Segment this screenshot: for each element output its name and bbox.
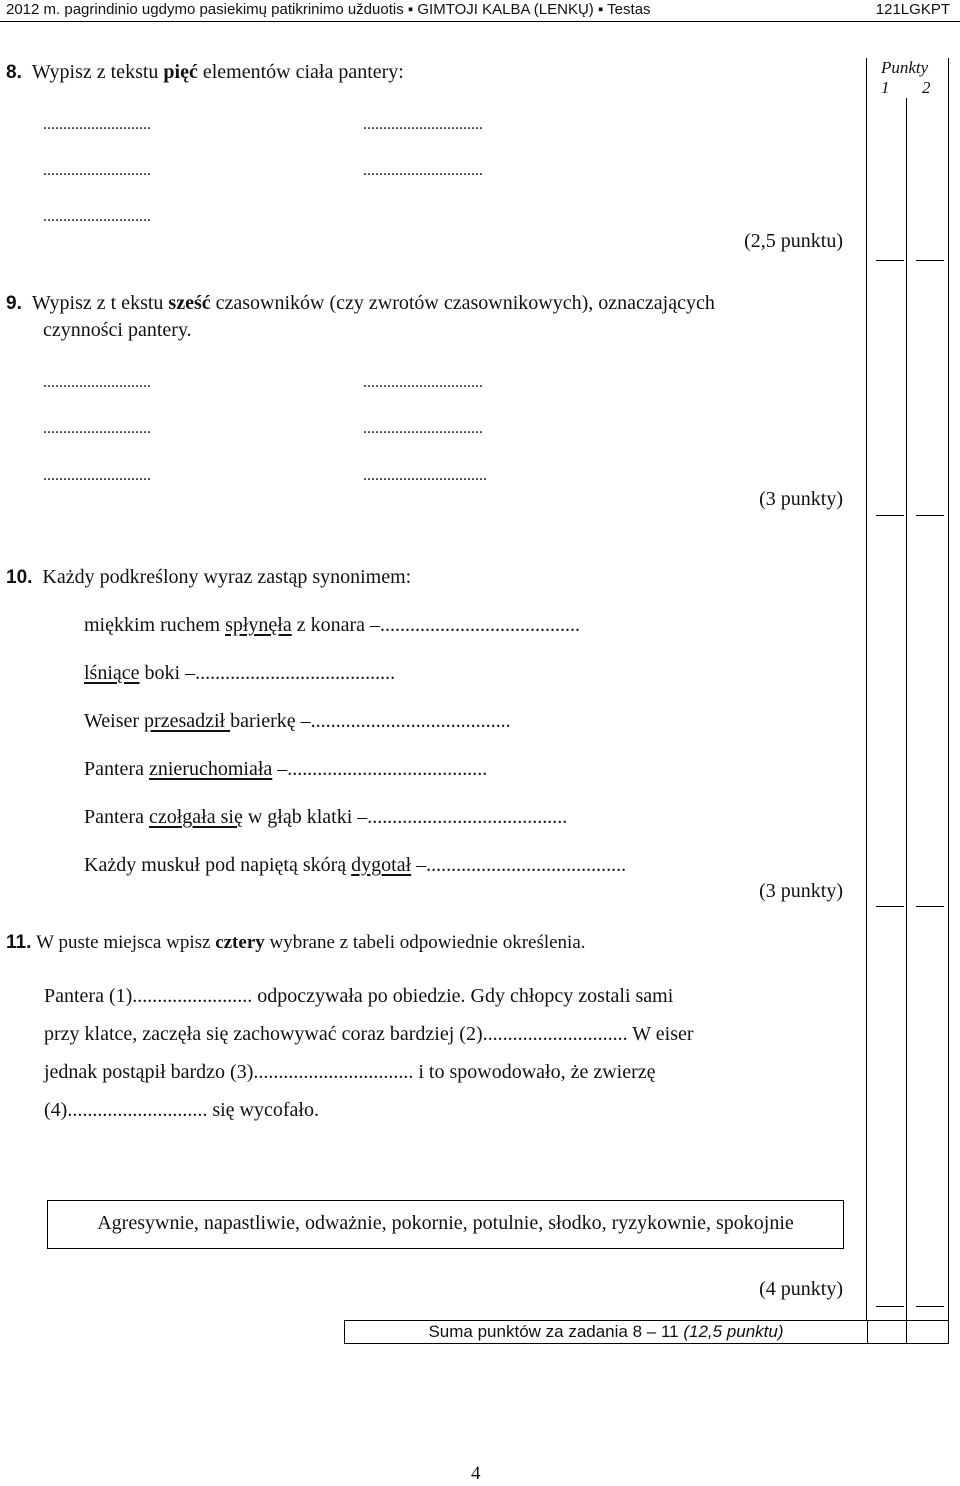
sum-score-cell-1[interactable]: [866, 1320, 907, 1344]
question-text: elementów ciała pantery:: [197, 61, 404, 83]
question-10-points: (3 punkty): [759, 880, 843, 902]
answer-line[interactable]: ..............................: [363, 374, 483, 391]
fill-in-paragraph-line[interactable]: (4)............................ się wycofało.: [44, 1099, 319, 1121]
score-blank[interactable]: [876, 1306, 904, 1307]
synonym-item: Każdy muskuł pod napiętą skórą dygotał –........................................: [84, 854, 627, 876]
answer-line[interactable]: ..............................: [363, 116, 483, 133]
question-emphasis: cztery: [215, 932, 265, 953]
sum-score-cell-2[interactable]: [906, 1320, 949, 1344]
answer-line[interactable]: ...........................: [43, 420, 151, 437]
question-9-points: (3 punkty): [759, 488, 843, 510]
synonym-item: miękkim ruchem spłynęła z konara –........................................: [84, 614, 581, 636]
synonym-item: Weiser przesadził barierkę –........................................: [84, 710, 511, 732]
fill-in-paragraph-line[interactable]: Pantera (1)........................ odpoczywała po obiedzie. Gdy chłopcy zostali sami: [44, 985, 674, 1007]
answer-line[interactable]: ..............................: [363, 420, 483, 437]
score-blank[interactable]: [876, 260, 904, 261]
question-number: 9.: [6, 293, 22, 314]
question-text: wybrane z tabeli odpowiednie określenia.: [264, 932, 586, 953]
question-11: [6, 932, 586, 954]
points-column-1: 1: [881, 78, 890, 97]
synonym-item: lśniące boki –........................................: [84, 662, 396, 684]
sum-label-cell: [344, 1320, 868, 1344]
question-9-line2: czynności pantery.: [43, 319, 192, 341]
page-header: [0, 0, 960, 20]
points-column-left-border: [866, 58, 867, 1320]
word-options: Agresywnie, napastliwie, odważnie, pokornie, potulnie, słodko, ryzykownie, spokojnie: [97, 1212, 794, 1234]
score-blank[interactable]: [916, 1306, 944, 1307]
question-9: [6, 292, 844, 315]
header-exam-title: 2012 m. pagrindinio ugdymo pasiekimų patikrinimo užduotis ▪ GIMTOJI KALBA (LENKŲ) ▪ Testas: [6, 1, 651, 18]
synonym-item: Pantera czołgała się w głąb klatki –........................................: [84, 806, 568, 828]
page-number: 4: [471, 1463, 481, 1484]
question-emphasis: pięć: [163, 61, 198, 83]
points-column-title: Punkty: [881, 58, 929, 77]
score-blank[interactable]: [876, 906, 904, 907]
question-8-points: (2,5 punktu): [744, 230, 843, 252]
score-blank[interactable]: [916, 260, 944, 261]
answer-line[interactable]: ...........................: [43, 208, 151, 225]
fill-in-paragraph-line[interactable]: jednak postąpił bardzo (3)................................ i to spowodowało, że zwierzę: [44, 1061, 656, 1083]
question-number: 10.: [6, 567, 33, 588]
points-column-right-border: [948, 58, 949, 1320]
sum-label: Suma punktów za zadania 8 – 11 (12,5 punktu): [428, 1322, 784, 1341]
question-text: Wypisz z tekstu: [31, 61, 164, 83]
question-text: czasowników (czy zwrotów czasownikowych), oznaczających: [210, 292, 715, 314]
question-11-points: (4 punkty): [759, 1278, 843, 1300]
header-divider: [0, 21, 960, 22]
answer-line[interactable]: ...............................: [363, 467, 487, 484]
score-blank[interactable]: [916, 906, 944, 907]
score-blank[interactable]: [876, 515, 904, 516]
question-number: 8.: [6, 62, 22, 83]
word-options-box: [47, 1200, 844, 1249]
answer-line[interactable]: ...........................: [43, 162, 151, 179]
question-text: W puste miejsca wpisz: [36, 932, 216, 953]
score-blank[interactable]: [916, 515, 944, 516]
question-text: Każdy podkreślony wyraz zastąp synonimem:: [42, 566, 412, 588]
question-emphasis: sześć: [168, 292, 211, 314]
header-exam-code: 121LGKPT: [875, 1, 950, 18]
question-8: [6, 61, 404, 84]
answer-line[interactable]: ...........................: [43, 467, 151, 484]
points-column-2: 2: [922, 78, 931, 97]
answer-line[interactable]: ...........................: [43, 374, 151, 391]
question-number: 11.: [6, 932, 32, 953]
points-column-middle-border: [906, 98, 907, 1320]
question-10: [6, 566, 411, 589]
answer-line[interactable]: ..............................: [363, 162, 483, 179]
answer-line[interactable]: ...........................: [43, 116, 151, 133]
synonym-item: Pantera znieruchomiała –........................................: [84, 758, 488, 780]
fill-in-paragraph-line[interactable]: przy klatce, zaczęła się zachowywać coraz bardziej (2)............................. W eiser: [44, 1023, 694, 1045]
question-text: Wypisz z t ekstu: [31, 292, 169, 314]
